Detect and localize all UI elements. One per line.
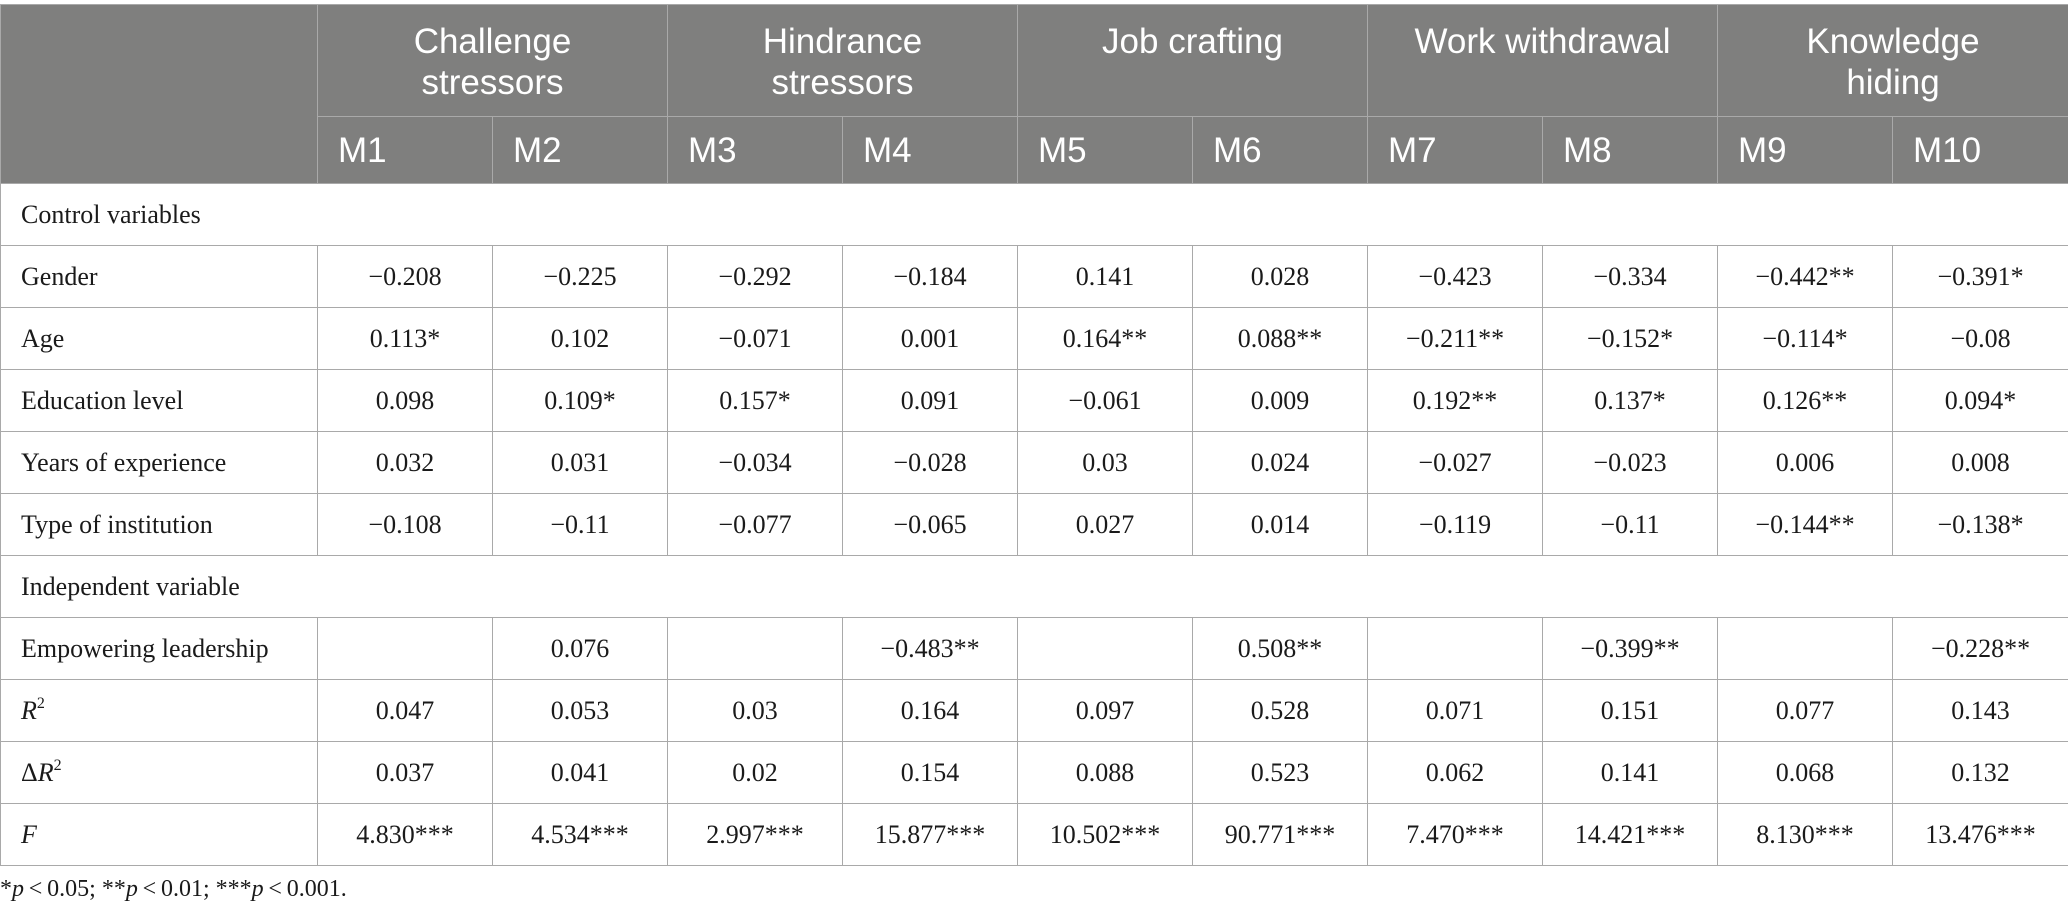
table-cell-value	[668, 618, 843, 680]
table-cell-value	[318, 618, 493, 680]
group-header-knowledge-hiding: Knowledge hiding	[1718, 5, 2068, 117]
table-cell-value: −0.334	[1543, 246, 1718, 308]
table-cell-value: 0.001	[843, 308, 1018, 370]
table-cell-value: −0.119	[1368, 494, 1543, 556]
table-cell-value: −0.423	[1368, 246, 1543, 308]
table-cell-value: −0.228**	[1893, 618, 2068, 680]
model-header: M9	[1718, 117, 1893, 184]
model-header: M4	[843, 117, 1018, 184]
table-row	[1, 680, 2068, 742]
table-cell-value: −0.292	[668, 246, 843, 308]
table-cell-value: 13.476***	[1893, 804, 2068, 866]
table-cell-value: 0.508**	[1193, 618, 1368, 680]
table-cell-value: 0.008	[1893, 432, 2068, 494]
section-label: Independent variable	[1, 556, 2068, 618]
table-cell-value	[1718, 618, 1893, 680]
table-cell-value: 0.041	[493, 742, 668, 804]
table-cell-value: −0.152*	[1543, 308, 1718, 370]
table-cell-value: 0.523	[1193, 742, 1368, 804]
table-cell-value: 0.068	[1718, 742, 1893, 804]
table-cell-value: 0.143	[1893, 680, 2068, 742]
table-cell-value: −0.11	[493, 494, 668, 556]
table-cell-value: 4.534***	[493, 804, 668, 866]
row-label: Gender	[1, 246, 318, 308]
table-cell-value: 0.137*	[1543, 370, 1718, 432]
table-row	[1, 494, 2068, 556]
table-cell-value: 0.154	[843, 742, 1018, 804]
table-cell-value: 0.132	[1893, 742, 2068, 804]
table-cell-value: 0.006	[1718, 432, 1893, 494]
table-cell-value: 90.771***	[1193, 804, 1368, 866]
table-cell-value: 0.141	[1543, 742, 1718, 804]
table-row	[1, 246, 2068, 308]
table-cell-value: 0.088**	[1193, 308, 1368, 370]
table-cell-value: 0.024	[1193, 432, 1368, 494]
model-header: M7	[1368, 117, 1543, 184]
table-cell-value: 0.009	[1193, 370, 1368, 432]
table-cell-value: 0.062	[1368, 742, 1543, 804]
table-cell-value: −0.023	[1543, 432, 1718, 494]
table-cell-value: 2.997***	[668, 804, 843, 866]
model-header: M3	[668, 117, 843, 184]
model-header: M6	[1193, 117, 1368, 184]
table-cell-value: 0.141	[1018, 246, 1193, 308]
table-cell-value: 0.027	[1018, 494, 1193, 556]
row-label-f-text: F	[21, 819, 37, 849]
table-cell-value: 14.421***	[1543, 804, 1718, 866]
model-header: M1	[318, 117, 493, 184]
table-cell-value	[1018, 618, 1193, 680]
table-cell-value: 0.053	[493, 680, 668, 742]
row-label-exponent: 2	[36, 694, 45, 712]
row-label: Education level	[1, 370, 318, 432]
table-cell-value: 0.102	[493, 308, 668, 370]
table-cell-value: 0.088	[1018, 742, 1193, 804]
table-cell-value: 0.164	[843, 680, 1018, 742]
section-row-control	[1, 184, 2068, 246]
table-cell-value: −0.225	[493, 246, 668, 308]
table-row	[1, 618, 2068, 680]
table-cell-value: 0.113*	[318, 308, 493, 370]
table-cell-value: 0.157*	[668, 370, 843, 432]
table-cell-value: 10.502***	[1018, 804, 1193, 866]
table-cell-value: 0.192**	[1368, 370, 1543, 432]
table-cell-value: 0.03	[1018, 432, 1193, 494]
model-header: M5	[1018, 117, 1193, 184]
table-cell-value: 0.528	[1193, 680, 1368, 742]
table-cell-value: 0.028	[1193, 246, 1368, 308]
table-footnote: *p < 0.05; **p < 0.01; ***p < 0.001.	[0, 876, 347, 902]
table-cell-value: −0.208	[318, 246, 493, 308]
table-cell-value: 0.098	[318, 370, 493, 432]
row-label-delta-r-squared	[1, 742, 318, 804]
table-cell-value: 0.076	[493, 618, 668, 680]
row-label: Years of experience	[1, 432, 318, 494]
table-cell-value: −0.138*	[1893, 494, 2068, 556]
table-cell-value	[1368, 618, 1543, 680]
table-cell-value: −0.065	[843, 494, 1018, 556]
table-cell-value: 7.470***	[1368, 804, 1543, 866]
table-cell-value: −0.442**	[1718, 246, 1893, 308]
group-header-hindrance-stressors: Hindrance stressors	[668, 5, 1018, 117]
table-cell-value: 0.094*	[1893, 370, 2068, 432]
group-header-challenge-stressors: Challenge stressors	[318, 5, 668, 117]
corner-cell	[1, 5, 318, 184]
model-header: M8	[1543, 117, 1718, 184]
table-cell-value: 0.03	[668, 680, 843, 742]
model-header: M10	[1893, 117, 2068, 184]
table-cell-value: 0.037	[318, 742, 493, 804]
group-header-work-withdrawal: Work withdrawal	[1368, 5, 1718, 117]
regression-table	[0, 4, 2068, 866]
table-cell-value: 0.109*	[493, 370, 668, 432]
table-cell-value: 0.164**	[1018, 308, 1193, 370]
row-label-r: R	[21, 695, 37, 725]
row-label-f	[1, 804, 318, 866]
section-label: Control variables	[1, 184, 2068, 246]
table-cell-value: −0.211**	[1368, 308, 1543, 370]
table-cell-value: 0.077	[1718, 680, 1893, 742]
row-label: Type of institution	[1, 494, 318, 556]
table-cell-value: −0.061	[1018, 370, 1193, 432]
table-cell-value: 8.130***	[1718, 804, 1893, 866]
table-cell-value: −0.077	[668, 494, 843, 556]
table-row	[1, 742, 2068, 804]
table-cell-value: 0.097	[1018, 680, 1193, 742]
row-label-r: R	[37, 757, 54, 787]
table-cell-value: 15.877***	[843, 804, 1018, 866]
table-cell-value: −0.028	[843, 432, 1018, 494]
table-cell-value: 0.091	[843, 370, 1018, 432]
table-cell-value: −0.027	[1368, 432, 1543, 494]
table-row	[1, 804, 2068, 866]
row-label: Empowering leadership	[1, 618, 318, 680]
table-cell-value: −0.144**	[1718, 494, 1893, 556]
table-cell-value: −0.391*	[1893, 246, 2068, 308]
table-row	[1, 432, 2068, 494]
model-header: M2	[493, 117, 668, 184]
group-header-job-crafting: Job crafting	[1018, 5, 1368, 117]
table-cell-value: 0.014	[1193, 494, 1368, 556]
table-cell-value: −0.184	[843, 246, 1018, 308]
row-label-r-squared	[1, 680, 318, 742]
table-cell-value: −0.11	[1543, 494, 1718, 556]
table-cell-value: 0.151	[1543, 680, 1718, 742]
table-cell-value: 0.031	[493, 432, 668, 494]
table-cell-value: −0.071	[668, 308, 843, 370]
row-label: Age	[1, 308, 318, 370]
row-label-delta: Δ	[21, 757, 38, 787]
table-cell-value: 0.071	[1368, 680, 1543, 742]
table-cell-value: −0.114*	[1718, 308, 1893, 370]
table-cell-value: 4.830***	[318, 804, 493, 866]
section-row-independent	[1, 556, 2068, 618]
table-cell-value: −0.399**	[1543, 618, 1718, 680]
table-cell-value: −0.483**	[843, 618, 1018, 680]
table-cell-value: 0.02	[668, 742, 843, 804]
table-row	[1, 370, 2068, 432]
table-cell-value: −0.108	[318, 494, 493, 556]
table-cell-value: 0.032	[318, 432, 493, 494]
table-cell-value: −0.034	[668, 432, 843, 494]
table-cell-value: −0.08	[1893, 308, 2068, 370]
column-group-header-row	[1, 5, 2068, 117]
table-row	[1, 308, 2068, 370]
row-label-exponent: 2	[53, 756, 62, 774]
table-cell-value: 0.126**	[1718, 370, 1893, 432]
table-cell-value: 0.047	[318, 680, 493, 742]
